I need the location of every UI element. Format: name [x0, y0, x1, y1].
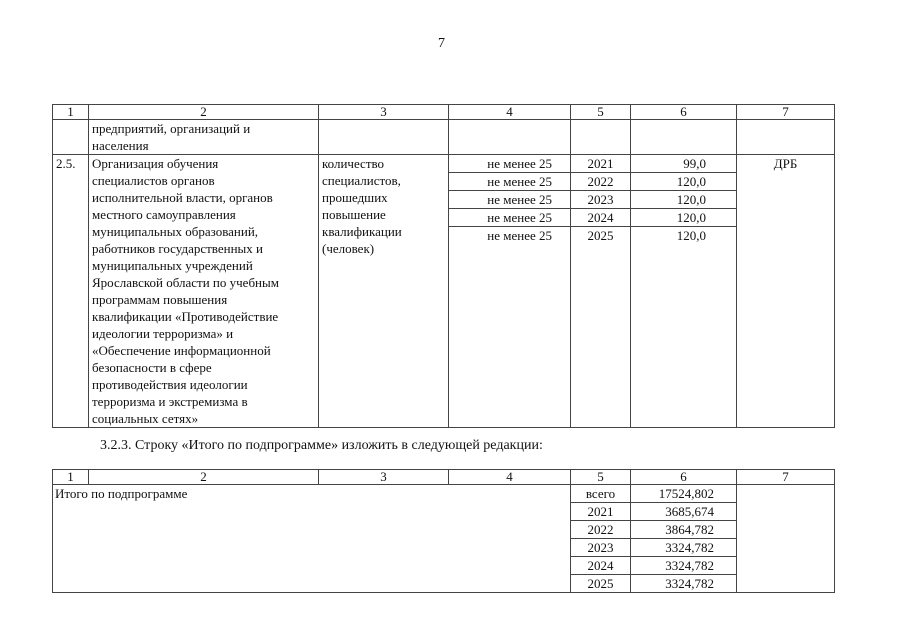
funding-value: 17524,802 — [631, 485, 736, 503]
measure-name — [89, 155, 319, 428]
funding-value: 3324,782 — [631, 557, 736, 575]
total-row — [53, 485, 835, 593]
target-stack — [449, 155, 570, 244]
target-values — [449, 155, 571, 428]
text-line: квалификации «Противодействие — [92, 309, 279, 324]
continuation-row — [53, 120, 835, 155]
column-number-2: 2 — [89, 470, 319, 485]
year: 2024 — [571, 209, 630, 227]
funding-value: 3864,782 — [631, 521, 736, 539]
cell — [319, 120, 449, 155]
table-header-row — [53, 470, 835, 485]
text-line: «Обеспечение информационной — [92, 343, 271, 358]
column-number-4: 4 — [449, 470, 571, 485]
column-number-4: 4 — [449, 105, 571, 120]
cell — [571, 120, 631, 155]
amendment-paragraph: 3.2.3. Строку «Итого по подпрограмме» изложить в следующей редакции: — [100, 438, 543, 453]
cell — [449, 120, 571, 155]
year: всего — [571, 485, 630, 503]
cell — [737, 485, 835, 593]
funding-value: 3324,782 — [631, 539, 736, 557]
text-line: специалистов органов — [92, 173, 215, 188]
text-line: работников государственных и — [92, 241, 263, 256]
year: 2023 — [571, 539, 630, 557]
text-line: Ярославской области по учебным — [92, 275, 279, 290]
cell — [53, 120, 89, 155]
funding-value: 3685,674 — [631, 503, 736, 521]
funding-values — [631, 485, 737, 593]
year: 2021 — [571, 503, 630, 521]
year: 2024 — [571, 557, 630, 575]
year: 2025 — [587, 576, 614, 591]
cell — [631, 120, 737, 155]
program-measures-table — [52, 104, 835, 428]
continuation-text — [89, 120, 319, 155]
text-line: социальных сетях» — [92, 411, 199, 426]
text-line: прошедших — [322, 190, 388, 205]
text-line: населения — [92, 138, 149, 153]
column-number-5: 5 — [571, 105, 631, 120]
target-value: не менее 25 — [449, 173, 570, 191]
cell — [737, 120, 835, 155]
funding-value: 120,0 — [631, 173, 736, 191]
text-line: программам повышения — [92, 292, 228, 307]
text-line: специалистов, — [322, 173, 401, 188]
executor: ДРБ — [737, 155, 835, 428]
target-value: не менее 25 — [449, 191, 570, 209]
funding-value: 120,0 — [676, 228, 706, 243]
text-line: (человек) — [322, 241, 375, 256]
funding-value: 120,0 — [631, 191, 736, 209]
target-value: не менее 25 — [449, 209, 570, 227]
text-line: идеологии терроризма» и — [92, 326, 234, 341]
value-stack — [631, 485, 736, 592]
measure-row — [53, 155, 835, 428]
year-stack — [571, 485, 630, 592]
text-line: повышение — [322, 207, 386, 222]
text-line: количество — [322, 156, 385, 171]
target-value: не менее 25 — [487, 228, 552, 243]
text-line: Организация обучения — [92, 156, 219, 171]
year: 2022 — [571, 521, 630, 539]
item-number: 2.5. — [53, 155, 89, 428]
funding-value: 120,0 — [631, 209, 736, 227]
column-number-7: 7 — [737, 470, 835, 485]
column-number-6: 6 — [631, 105, 737, 120]
column-number-1: 1 — [53, 105, 89, 120]
funding-value: 3324,782 — [665, 576, 714, 591]
value-stack — [631, 155, 736, 244]
text-line: безопасности в сфере — [92, 360, 212, 375]
subprogram-total-table — [52, 469, 835, 593]
column-number-1: 1 — [53, 470, 89, 485]
column-number-7: 7 — [737, 105, 835, 120]
column-number-5: 5 — [571, 470, 631, 485]
year: 2022 — [571, 173, 630, 191]
table-header-row — [53, 105, 835, 120]
column-number-3: 3 — [319, 105, 449, 120]
years — [571, 485, 631, 593]
funding-values — [631, 155, 737, 428]
text-line: предприятий, организаций и — [92, 121, 251, 136]
total-label: Итого по подпрограмме — [53, 485, 571, 593]
indicator-name — [319, 155, 449, 428]
column-number-2: 2 — [89, 105, 319, 120]
text-line: исполнительной власти, органов — [92, 190, 273, 205]
year: 2025 — [587, 228, 614, 243]
year: 2021 — [571, 155, 630, 173]
column-number-6: 6 — [631, 470, 737, 485]
target-value: не менее 25 — [449, 155, 570, 173]
text-line: противодействия идеологии — [92, 377, 248, 392]
page-number: 7 — [438, 36, 445, 51]
text-line: терроризма и экстремизма в — [92, 394, 248, 409]
text-line: местного самоуправления — [92, 207, 236, 222]
text-line: квалификации — [322, 224, 402, 239]
funding-value: 99,0 — [631, 155, 736, 173]
year: 2023 — [571, 191, 630, 209]
year-stack — [571, 155, 630, 244]
text-line: муниципальных учреждений — [92, 258, 253, 273]
years — [571, 155, 631, 428]
text-line: муниципальных образований, — [92, 224, 259, 239]
column-number-3: 3 — [319, 470, 449, 485]
